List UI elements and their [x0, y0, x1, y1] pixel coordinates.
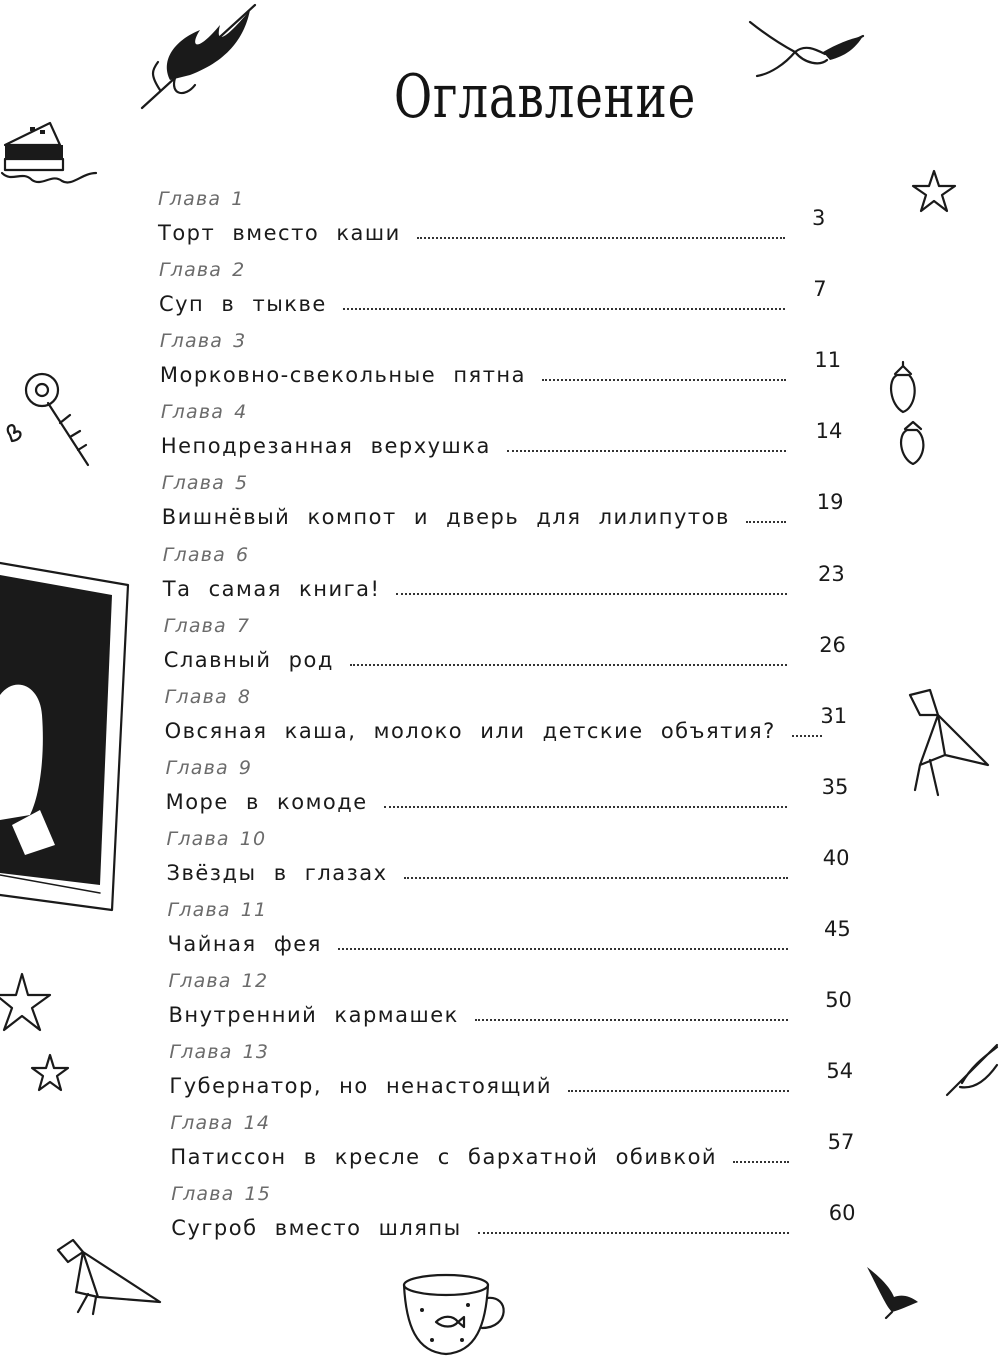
- chapter-label: [171, 1183, 271, 1205]
- chapter-page-number: 11: [814, 348, 842, 372]
- chapter-label: [168, 899, 268, 921]
- chapter-number: 8: [237, 686, 252, 708]
- chapter-title: Патиссон в кресле с бархатной обивкой: [170, 1145, 718, 1169]
- chapter-number: 2: [232, 259, 246, 281]
- chapter-word: Глава: [168, 970, 232, 992]
- chapter-title: Славный род: [163, 648, 334, 672]
- dot-leader: [568, 1090, 789, 1092]
- toc-entry: [168, 899, 789, 965]
- chapter-word: Глава: [158, 188, 222, 210]
- chapter-label: [161, 401, 248, 423]
- chapter-line: [166, 784, 788, 814]
- chapter-page-number: 40: [822, 846, 850, 870]
- chapter-line: [170, 1139, 789, 1169]
- chapter-title: Овсяная каша, молоко или детские объятия?: [164, 719, 776, 743]
- dot-leader: [475, 1019, 788, 1021]
- chapter-title: Внутренний кармашек: [168, 1003, 459, 1027]
- toc-entry: [168, 970, 788, 1036]
- chapter-page-number: 26: [819, 633, 846, 657]
- chapter-word: Глава: [159, 330, 224, 352]
- chapter-line: [169, 1068, 788, 1098]
- toc-entry: [165, 686, 787, 752]
- toc-entry: [169, 1041, 788, 1107]
- chapter-label: [158, 188, 245, 210]
- chapter-title: Губернатор, но ненастоящий: [169, 1074, 553, 1098]
- chapter-page-number: 35: [821, 775, 849, 799]
- chapter-line: [168, 926, 789, 956]
- toc-entry: [161, 401, 786, 467]
- chapter-label: [164, 615, 251, 637]
- chapter-number: 4: [234, 401, 248, 423]
- chapter-title: Сугроб вместо шляпы: [171, 1216, 462, 1240]
- chapter-line: [164, 642, 787, 672]
- toc-entry: [159, 259, 785, 325]
- chapter-label: [170, 1112, 270, 1134]
- chapter-line: [160, 357, 786, 387]
- chapter-number: 3: [233, 330, 247, 352]
- chapter-word: Глава: [163, 615, 227, 637]
- chapter-number: 10: [239, 828, 267, 850]
- chapter-page-number: 7: [813, 277, 827, 301]
- chapter-title: Море в комоде: [165, 790, 368, 814]
- chapter-title: Суп в тыкве: [158, 292, 327, 316]
- chapter-label: [159, 259, 246, 281]
- toc-entry: [164, 615, 787, 681]
- chapter-word: Глава: [167, 899, 231, 921]
- dot-leader: [542, 379, 786, 381]
- chapter-page-number: 23: [818, 562, 845, 586]
- chapter-title: Чайная фея: [167, 932, 322, 956]
- chapter-number: 7: [236, 615, 251, 637]
- chapter-label: [167, 828, 267, 850]
- dot-leader: [384, 806, 788, 808]
- chapter-line: [165, 713, 787, 743]
- chapter-word: Глава: [164, 686, 228, 708]
- chapter-page-number: 60: [828, 1201, 856, 1225]
- chapter-page-number: 31: [820, 704, 848, 728]
- chapter-number: 6: [235, 544, 250, 566]
- toc-entry: [163, 544, 787, 610]
- chapter-word: Глава: [170, 1112, 234, 1134]
- chapter-label: [166, 757, 253, 779]
- dot-leader: [746, 521, 786, 523]
- dot-leader: [338, 948, 788, 950]
- chapter-label: [162, 472, 249, 494]
- chapter-number: 14: [243, 1112, 271, 1134]
- chapter-title: Неподрезанная верхушка: [160, 434, 491, 458]
- chapter-line: [163, 571, 787, 601]
- dot-leader: [343, 308, 786, 310]
- dot-leader: [733, 1161, 789, 1163]
- page-title: Оглавление: [393, 62, 697, 132]
- toc-entry: [171, 1183, 789, 1249]
- chapter-title: Вишнёвый компот и дверь для лилипутов: [161, 505, 730, 529]
- chapter-title: Звёзды в глазах: [166, 861, 388, 885]
- chapter-page-number: 45: [824, 917, 851, 941]
- chapter-number: 11: [240, 899, 268, 921]
- chapter-page-number: 54: [826, 1059, 854, 1083]
- toc-entry: [170, 1112, 789, 1178]
- chapter-page-number: 57: [827, 1130, 855, 1154]
- chapter-word: Глава: [160, 401, 225, 423]
- dot-leader: [396, 593, 786, 595]
- chapter-title: Торт вместо каши: [158, 221, 401, 245]
- dot-leader: [507, 450, 786, 452]
- chapter-label: [165, 686, 252, 708]
- chapter-line: [168, 997, 788, 1027]
- chapter-line: [159, 286, 785, 316]
- chapter-number: 15: [244, 1183, 272, 1205]
- chapter-line: [162, 499, 786, 529]
- chapter-number: 1: [231, 188, 245, 210]
- chapter-page-number: 50: [825, 988, 852, 1012]
- chapter-line: [167, 855, 788, 885]
- chapter-line: [171, 1210, 789, 1240]
- chapter-word: Глава: [161, 472, 226, 494]
- chapter-line: [161, 428, 786, 458]
- dot-leader: [792, 735, 822, 737]
- toc-entry: [167, 828, 788, 894]
- chapter-word: Глава: [171, 1183, 235, 1205]
- chapter-number: 12: [241, 970, 269, 992]
- dot-leader: [478, 1232, 789, 1234]
- chapter-label: [168, 970, 268, 992]
- chapter-word: Глава: [165, 757, 229, 779]
- chapter-title: Морковно-свекольные пятна: [159, 363, 527, 387]
- chapter-label: [169, 1041, 269, 1063]
- chapter-word: Глава: [162, 544, 226, 566]
- dot-leader: [350, 664, 787, 666]
- dot-leader: [404, 877, 788, 879]
- chapter-label: [160, 330, 247, 352]
- dot-leader: [417, 237, 785, 239]
- toc-entry: [166, 757, 788, 823]
- chapter-line: [158, 215, 785, 245]
- chapter-page-number: 14: [815, 419, 843, 443]
- toc-entry: [162, 472, 786, 538]
- chapter-word: Глава: [158, 259, 223, 281]
- chapter-word: Глава: [169, 1041, 233, 1063]
- chapter-page-number: 19: [816, 490, 844, 514]
- toc-entry: [160, 330, 786, 396]
- chapter-page-number: 3: [812, 206, 826, 230]
- chapter-number: 13: [242, 1041, 270, 1063]
- chapter-title: Та самая книга!: [162, 577, 381, 601]
- chapter-number: 9: [238, 757, 253, 779]
- toc-entry: [158, 188, 785, 254]
- chapter-number: 5: [235, 472, 249, 494]
- chapter-label: [163, 544, 250, 566]
- chapter-word: Глава: [166, 828, 230, 850]
